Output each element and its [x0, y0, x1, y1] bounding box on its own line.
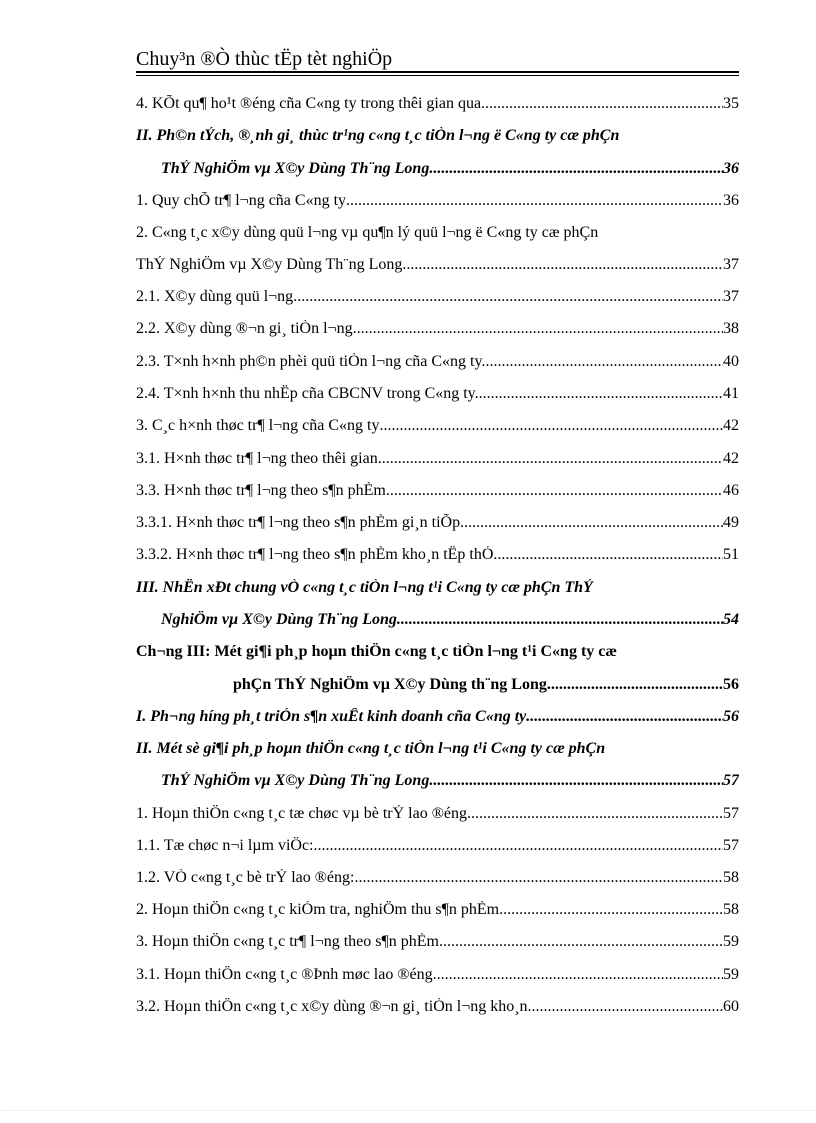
dot-leader	[433, 160, 723, 178]
dot-leader	[479, 385, 723, 403]
toc-entry-page: 42	[723, 450, 739, 467]
toc-entry-chapter-line1[interactable]	[136, 643, 739, 667]
toc-entry-heading[interactable]	[136, 708, 739, 732]
toc-entry-text: 3. C¸c h×nh thøc tr¶ l¬ng cña C«ng ty	[136, 417, 380, 434]
toc-entry-page: 57	[723, 837, 739, 854]
toc-entry-text: 3.3.2. H×nh thøc tr¶ l¬ng theo s¶n phÈm kho¸n tËp thÓ	[136, 546, 494, 563]
toc-entry[interactable]	[136, 514, 739, 538]
dot-leader	[460, 514, 723, 532]
toc-entry-page: 58	[723, 901, 739, 918]
toc-entry-heading-line1[interactable]	[136, 127, 739, 151]
toc-entry-page: 59	[723, 966, 739, 983]
toc-entry-page: 46	[723, 482, 739, 499]
toc-entry-text: ThÝ NghiÖm vµ X©y Dùng Th¨ng Long.	[161, 160, 434, 177]
toc-entry[interactable]	[136, 450, 739, 474]
dot-leader	[485, 353, 723, 371]
toc-entry[interactable]	[136, 966, 739, 990]
toc-entry-text: 2.3. T×nh h×nh ph©n phèi quü tiÒn l¬ng cña C«ng ty.	[136, 353, 486, 370]
dot-leader	[439, 933, 723, 951]
toc-entry[interactable]	[136, 95, 739, 119]
toc-entry-page: 37	[723, 288, 739, 305]
toc-entry[interactable]	[136, 288, 739, 312]
toc-entry-page: 36	[723, 160, 739, 177]
dot-leader	[293, 288, 723, 306]
dot-leader	[379, 417, 723, 435]
toc-entry[interactable]	[136, 385, 739, 409]
toc-entry[interactable]	[136, 998, 739, 1022]
header-title: Chuy³n ®Ò thùc tËp tèt nghiÖp	[136, 48, 393, 70]
toc-entry-text: 1.2. VÒ c«ng t¸c bè trÝ lao ®éng:	[136, 869, 355, 886]
toc-entry-page: 58	[723, 869, 739, 886]
toc-entry[interactable]	[136, 417, 739, 441]
toc-entry-page: 41	[723, 385, 739, 402]
toc-entry-text: ThÝ NghiÖm vµ X©y Dùng Th¨ng Long	[136, 256, 403, 273]
toc-entry-heading-line2[interactable]	[161, 772, 739, 796]
dot-leader	[437, 966, 723, 984]
toc-entry-text: 1.1. Tæ chøc n¬i lµm viÖc:	[136, 837, 314, 854]
toc-entry-line2[interactable]	[136, 256, 739, 280]
dot-leader	[471, 805, 723, 823]
toc-entry[interactable]	[136, 933, 739, 957]
toc-entry-text: II. Mét sè gi¶i ph¸p hoµn thiÖn c«ng t¸c tiÒn l¬ng t¹i C«ng ty cæ phÇn	[136, 740, 606, 757]
dot-leader	[378, 450, 723, 468]
toc-entry-page: 40	[723, 353, 739, 370]
toc-entry-text: III. NhËn xÐt chung vÒ c«ng t¸c tiÒn l¬ng t¹i C«ng ty cæ phÇn ThÝ	[136, 579, 593, 596]
toc-entry-text: phÇn ThÝ NghiÖm vµ X©y Dùng th¨ng Long.	[233, 676, 551, 693]
toc-entry-heading-line1[interactable]	[136, 740, 739, 764]
dot-leader	[499, 901, 723, 919]
dot-leader	[346, 192, 723, 210]
toc-entry-page: 49	[723, 514, 739, 531]
toc-entry-heading-line2[interactable]	[161, 160, 739, 184]
toc-entry-text: 3.3.1. H×nh thøc tr¶ l¬ng theo s¶n phÈm gi¸n tiÕp	[136, 514, 461, 531]
toc-entry-text: 1. Hoµn thiÖn c«ng t¸c tæ chøc vµ bè trÝ lao ®éng.	[136, 805, 471, 822]
toc-entry[interactable]	[136, 901, 739, 925]
toc-entry-chapter-line2[interactable]	[233, 676, 739, 700]
toc-entry-text: ThÝ NghiÖm vµ X©y Dùng Th¨ng Long.	[161, 772, 434, 789]
toc-entry-page: 36	[723, 192, 739, 209]
toc-entry-text: Ch¬ng III: Mét gi¶i ph¸p hoµn thiÖn c«ng t¸c tiÒn l¬ng t¹i C«ng ty cæ	[136, 643, 617, 660]
toc-entry-page: 42	[723, 417, 739, 434]
toc-entry-text: NghiÖm vµ X©y Dùng Th¨ng Long.	[161, 611, 401, 628]
dot-leader	[354, 869, 723, 887]
toc-entry-text: 4. KÕt qu¶ ho¹t ®éng cña C«ng ty trong thêi gian qua.	[136, 95, 486, 112]
toc-entry[interactable]	[136, 546, 739, 570]
toc-entry-page: 38	[723, 320, 739, 337]
toc-entry-text: 2.1. X©y dùng quü l¬ng	[136, 288, 294, 305]
toc-entry-page: 56	[723, 676, 739, 693]
dot-leader	[493, 546, 723, 564]
dot-leader	[551, 676, 723, 694]
toc-entry[interactable]	[136, 837, 739, 861]
toc-entry[interactable]	[136, 320, 739, 344]
toc-entry-text: 2. C«ng t¸c x©y dùng quü l¬ng vµ qu¶n lý quü l¬ng ë C«ng ty cæ phÇn	[136, 224, 599, 241]
dot-leader	[433, 772, 723, 790]
toc-entry[interactable]	[136, 192, 739, 216]
dot-leader	[402, 256, 723, 274]
toc-entry-heading-line1[interactable]	[136, 579, 739, 603]
toc-entry-page: 56	[723, 708, 739, 725]
toc-entry-line1[interactable]	[136, 224, 739, 248]
toc-entry-text: 3.3. H×nh thøc tr¶ l¬ng theo s¶n phÈm.	[136, 482, 390, 499]
toc-entry[interactable]	[136, 805, 739, 829]
toc-entry-text: 3.1. H×nh thøc tr¶ l¬ng theo thêi gian	[136, 450, 378, 467]
toc-entry-text: I. Ph¬ng híng ph¸t triÓn s¶n xuÊt kinh doanh cña C«ng ty	[136, 708, 527, 725]
dot-leader	[401, 611, 723, 629]
dot-leader	[313, 837, 723, 855]
toc-entry-text: 3.1. Hoµn thiÖn c«ng t¸c ®Þnh møc lao ®éng.	[136, 966, 437, 983]
footer-divider	[0, 1110, 816, 1111]
dot-leader	[526, 708, 723, 726]
toc-entry-text: 1. Quy chÕ tr¶ l¬ng cña C«ng ty	[136, 192, 347, 209]
toc-entry-text: II. Ph©n tÝch, ®¸nh gi¸ thùc tr¹ng c«ng t¸c tiÒn l¬ng ë C«ng ty cæ phÇn	[136, 127, 620, 144]
toc-entry-page: 60	[723, 998, 739, 1015]
toc-entry-page: 54	[723, 611, 739, 628]
toc-entry-text: 2.2. X©y dùng ®¬n gi¸ tiÒn l¬ng	[136, 320, 353, 337]
dot-leader	[353, 320, 723, 338]
toc-entry-text: 3. Hoµn thiÖn c«ng t¸c tr¶ l¬ng theo s¶n phÈm	[136, 933, 439, 950]
toc-entry-page: 35	[723, 95, 739, 112]
toc-entry-page: 57	[723, 805, 739, 822]
toc-entry-page: 51	[723, 546, 739, 563]
toc-entry-page: 59	[723, 933, 739, 950]
dot-leader	[528, 998, 723, 1016]
toc-entry-page: 37	[723, 256, 739, 273]
toc-entry-heading-line2[interactable]	[161, 611, 739, 635]
toc-entry-text: 2. Hoµn thiÖn c«ng t¸c kiÓm tra, nghiÖm thu s¶n phÈm	[136, 901, 500, 918]
toc-entry-page: 57	[723, 772, 739, 789]
toc-entry-text: 3.2. Hoµn thiÖn c«ng t¸c x©y dùng ®¬n gi¸ tiÒn l¬ng kho¸n	[136, 998, 528, 1015]
toc-entry[interactable]	[136, 353, 739, 377]
dot-leader	[485, 95, 723, 113]
toc-entry-text: 2.4. T×nh h×nh thu nhËp cña CBCNV trong C«ng ty.	[136, 385, 479, 402]
toc-entry[interactable]	[136, 869, 739, 893]
toc-entry[interactable]	[136, 482, 739, 506]
dot-leader	[390, 482, 723, 500]
